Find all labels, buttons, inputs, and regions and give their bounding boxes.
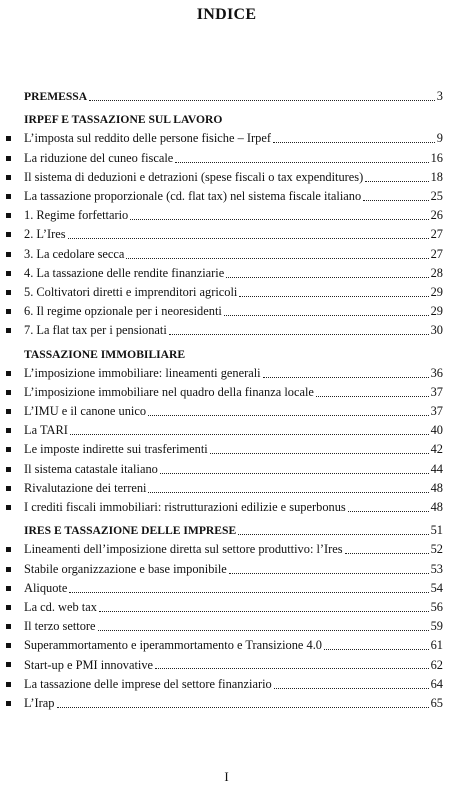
toc-entry-title: 2. L’Ires (24, 227, 66, 242)
toc-entry-title: La TARI (24, 423, 68, 438)
toc-entry[interactable] (0, 264, 453, 283)
toc-entry[interactable] (0, 245, 453, 264)
dot-leader (89, 87, 435, 101)
dot-leader (155, 655, 429, 669)
dot-leader (238, 521, 428, 535)
toc-entry-title: Stabile organizzazione e base imponibile (24, 561, 227, 576)
toc-entry-page: 48 (430, 480, 443, 495)
toc-entry[interactable] (0, 598, 453, 617)
toc-entry-page: 40 (430, 423, 443, 438)
toc-entry[interactable] (0, 617, 453, 636)
bullet-square-icon (6, 136, 11, 141)
toc-entry-page: 52 (430, 542, 443, 557)
dot-leader (70, 421, 429, 435)
section-heading-page: 51 (430, 523, 443, 538)
toc-entry-title: 5. Coltivatori diretti e imprenditori agricoli (24, 284, 238, 299)
dot-leader (57, 694, 429, 708)
toc-entry-page: 53 (430, 561, 443, 576)
toc-entry[interactable] (0, 675, 453, 694)
dot-leader (68, 225, 429, 239)
toc-entry[interactable] (0, 129, 453, 148)
section-heading-title: IRES E TASSAZIONE DELLE IMPRESE (24, 524, 237, 538)
toc-entry[interactable] (0, 694, 453, 713)
toc-entry-page: 44 (430, 461, 443, 476)
toc-entry-page: 3 (436, 89, 443, 104)
toc-entry-title: Aliquote (24, 580, 68, 595)
dot-leader (148, 402, 429, 416)
bullet-square-icon (6, 328, 11, 333)
toc-entry-title: Lineamenti dell’imposizione diretta sul settore produttivo: l’Ires (24, 542, 343, 557)
toc-entry-title: Start-up e PMI innovative (24, 657, 154, 672)
toc-entry[interactable] (0, 402, 453, 421)
toc-entry-premessa[interactable] (0, 87, 453, 106)
dot-leader (365, 168, 428, 182)
toc-entry-page: 37 (430, 384, 443, 399)
dot-leader (229, 560, 429, 574)
toc-entry-page: 36 (430, 365, 443, 380)
toc-entry[interactable] (0, 187, 453, 206)
dot-leader (126, 245, 428, 259)
toc-entry-title: La cd. web tax (24, 599, 97, 614)
dot-leader (273, 129, 435, 143)
toc-entry[interactable] (0, 225, 453, 244)
toc-entry[interactable] (0, 479, 453, 498)
bullet-square-icon (6, 409, 11, 414)
bullet-square-icon (6, 624, 11, 629)
toc-sections (0, 110, 453, 713)
toc-entry[interactable] (0, 283, 453, 302)
dot-leader (160, 460, 429, 474)
dot-leader (324, 636, 429, 650)
dot-leader (210, 440, 429, 454)
toc-entry-title: 6. Il regime opzionale per i neoresidenti (24, 304, 222, 319)
toc-entry[interactable] (0, 498, 453, 517)
toc-entry[interactable] (0, 206, 453, 225)
toc-entry-title: La riduzione del cuneo fiscale (24, 150, 174, 165)
toc-entry-page: 59 (430, 619, 443, 634)
dot-leader (348, 498, 429, 512)
bullet-square-icon (6, 175, 11, 180)
toc-entry[interactable] (0, 364, 453, 383)
dot-leader (363, 187, 428, 201)
bullet-square-icon (6, 643, 11, 648)
dot-leader (274, 675, 429, 689)
bullet-square-icon (6, 290, 11, 295)
bullet-square-icon (6, 390, 11, 395)
dot-leader (99, 598, 429, 612)
bullet-square-icon (6, 213, 11, 218)
toc-entry-page: 28 (430, 265, 443, 280)
bullet-square-icon (6, 547, 11, 552)
bullet-square-icon (6, 194, 11, 199)
toc-entry[interactable] (0, 560, 453, 579)
dot-leader (175, 149, 428, 163)
bullet-square-icon (6, 156, 11, 161)
bullet-square-icon (6, 567, 11, 572)
table-of-contents (0, 87, 453, 713)
bullet-square-icon (6, 505, 11, 510)
toc-entry-page: 29 (430, 304, 443, 319)
toc-entry[interactable] (0, 321, 453, 340)
bullet-square-icon (6, 586, 11, 591)
page-title: INDICE (196, 6, 257, 23)
toc-entry-title: L’imposta sul reddito delle persone fisiche – Irpef (24, 131, 271, 146)
toc-entry-title: L’IMU e il canone unico (24, 404, 147, 419)
toc-entry-page: 29 (430, 284, 443, 299)
toc-entry-page: 9 (436, 131, 443, 146)
toc-entry[interactable] (0, 168, 453, 187)
toc-entry-title: Il sistema catastale italiano (24, 461, 158, 476)
bullet-square-icon (6, 232, 11, 237)
bullet-square-icon (6, 252, 11, 257)
toc-entry[interactable] (0, 636, 453, 655)
dot-leader (169, 321, 429, 335)
toc-entry-title: 7. La flat tax per i pensionati (24, 323, 167, 338)
bullet-square-icon (6, 271, 11, 276)
bullet-square-icon (6, 467, 11, 472)
toc-entry-page: 64 (430, 676, 443, 691)
dot-leader (226, 264, 428, 278)
dot-leader (263, 364, 429, 378)
toc-entry-title: 4. La tassazione delle rendite finanziarie (24, 265, 225, 280)
toc-entry-title: 3. La cedolare secca (24, 246, 125, 261)
toc-entry-page: 27 (430, 246, 443, 261)
toc-entry[interactable] (0, 460, 453, 479)
toc-entry-page: 30 (430, 323, 443, 338)
toc-entry[interactable] (0, 421, 453, 440)
toc-entry[interactable] (0, 302, 453, 321)
toc-entry-title: La tassazione proporzionale (cd. flat tax) nel sistema fiscale italiano (24, 189, 362, 204)
toc-entry-title: Il sistema di deduzioni e detrazioni (spese fiscali o tax expenditures) (24, 169, 364, 184)
dot-leader (130, 206, 428, 220)
bullet-square-icon (6, 486, 11, 491)
toc-entry-page: 27 (430, 227, 443, 242)
dot-leader (316, 383, 429, 397)
toc-entry[interactable] (0, 383, 453, 402)
toc-entry-page: 56 (430, 599, 443, 614)
toc-section-heading (0, 344, 453, 363)
toc-entry-title: Il terzo settore (24, 619, 96, 634)
toc-entry-title: La tassazione delle imprese del settore finanziario (24, 676, 272, 691)
toc-entry-title: L’imposizione immobiliare nel quadro della finanza locale (24, 384, 314, 399)
toc-entry[interactable] (0, 579, 453, 598)
bullet-square-icon (6, 701, 11, 706)
toc-section-heading (0, 110, 453, 129)
dot-leader (69, 579, 428, 593)
toc-entry-page: 42 (430, 442, 443, 457)
toc-entry-page: 18 (430, 169, 443, 184)
dot-leader (239, 283, 428, 297)
section-heading-title: IRPEF E TASSAZIONE SUL LAVORO (24, 113, 223, 127)
toc-entry-page: 26 (430, 208, 443, 223)
bullet-square-icon (6, 682, 11, 687)
toc-entry-title: Le imposte indirette sui trasferimenti (24, 442, 208, 457)
bullet-square-icon (6, 662, 11, 667)
dot-leader (224, 302, 429, 316)
toc-entry-title: L’imposizione immobiliare: lineamenti generali (24, 365, 261, 380)
toc-entry-page: 54 (430, 580, 443, 595)
toc-entry[interactable] (0, 540, 453, 559)
bullet-square-icon (6, 371, 11, 376)
toc-section-heading[interactable] (0, 521, 453, 540)
toc-entry-title: Superammortamento e iperammortamento e Transizione 4.0 (24, 638, 322, 653)
page-number: I (224, 769, 229, 784)
toc-entry[interactable] (0, 655, 453, 674)
toc-entry-title: I crediti fiscali immobiliari: ristrutturazioni edilizie e superbonus (24, 500, 346, 515)
toc-entry[interactable] (0, 149, 453, 168)
dot-leader (345, 540, 429, 554)
toc-entry-page: 65 (430, 695, 443, 710)
toc-entry-title: 1. Regime forfettario (24, 208, 129, 223)
toc-entry-page: 37 (430, 404, 443, 419)
toc-entry-title: Rivalutazione dei terreni (24, 480, 147, 495)
toc-entry-page: 61 (430, 638, 443, 653)
toc-entry-page: 16 (430, 150, 443, 165)
bullet-square-icon (6, 605, 11, 610)
toc-entry-page: 48 (430, 500, 443, 515)
dot-leader (98, 617, 429, 631)
toc-entry[interactable] (0, 440, 453, 459)
toc-entry-page: 62 (430, 657, 443, 672)
bullet-square-icon (6, 428, 11, 433)
bullet-square-icon (6, 309, 11, 314)
toc-entry-title: L’Irap (24, 695, 55, 710)
section-heading-title: TASSAZIONE IMMOBILIARE (24, 347, 186, 361)
toc-entry-title: PREMESSA (24, 90, 88, 104)
dot-leader (148, 479, 428, 493)
toc-entry-page: 25 (430, 189, 443, 204)
bullet-square-icon (6, 447, 11, 452)
